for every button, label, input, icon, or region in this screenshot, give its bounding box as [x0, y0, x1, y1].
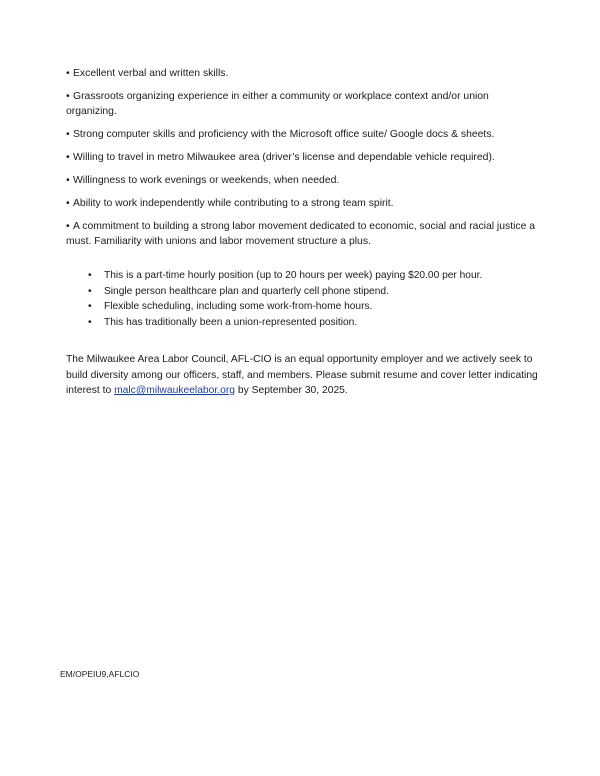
requirement-item — [66, 127, 536, 142]
requirement-text: Ability to work independently while contributing to a strong team spirit. — [73, 198, 394, 209]
requirement-text: Grassroots organizing experience in either a community or workplace context and/or union organizing. — [66, 91, 489, 117]
bullet-icon: • — [66, 152, 70, 163]
requirement-text: Excellent verbal and written skills. — [73, 68, 229, 79]
bullet-icon: • — [66, 129, 70, 140]
benefit-text: This has traditionally been a union-represented position. — [104, 316, 358, 328]
bullet-icon: • — [66, 175, 70, 186]
requirement-item — [66, 173, 536, 188]
bullet-icon: • — [66, 221, 70, 232]
benefits-list — [88, 268, 548, 330]
bullet-icon: • — [88, 301, 92, 312]
benefit-item — [88, 315, 548, 331]
benefit-text: Flexible scheduling, including some work-from-home hours. — [104, 301, 373, 312]
bullet-icon: • — [88, 285, 92, 297]
benefit-item — [88, 299, 548, 315]
bullet-icon: • — [66, 68, 70, 79]
requirement-text: Willingness to work evenings or weekends, when needed. — [73, 175, 340, 186]
bullet-icon: • — [66, 91, 70, 102]
requirement-item — [66, 196, 536, 211]
benefit-item — [88, 284, 548, 300]
requirement-item — [66, 150, 536, 165]
benefit-text: This is a part-time hourly position (up to 20 hours per week) paying $20.00 per hour. — [104, 270, 483, 281]
bullet-icon: • — [88, 270, 92, 281]
footer-code: EM/OPEIU9,AFLCIO — [60, 669, 140, 679]
requirement-text: A commitment to building a strong labor movement dedicated to economic, social and racial justice a must. Familiarity with unions and labor movement structure a plus. — [66, 221, 536, 247]
benefit-text: Single person healthcare plan and quarterly cell phone stipend. — [104, 285, 389, 297]
bullet-icon: • — [66, 198, 70, 209]
requirement-item — [66, 89, 536, 119]
eeo-deadline-text: by September 30, 2025. — [235, 385, 348, 396]
requirement-text: Willing to travel in metro Milwaukee area (driver’s license and dependable vehicle required). — [73, 152, 495, 163]
requirements-list — [66, 66, 536, 257]
eeo-statement — [66, 352, 546, 399]
email-link[interactable]: malc@milwaukeelabor.org — [114, 385, 235, 396]
benefit-item — [88, 268, 548, 284]
bullet-icon: • — [88, 316, 92, 328]
eeo-text: The Milwaukee Area Labor Council, AFL-CIO is an equal opportunity employer and we actively seek to build diversity among our officers, staff, and members. Please submit resume and cover letter indicating interest to — [66, 354, 538, 396]
requirement-item — [66, 219, 536, 249]
requirement-text: Strong computer skills and proficiency with the Microsoft office suite/ Google docs & sheets. — [73, 129, 495, 140]
requirement-item — [66, 66, 536, 81]
